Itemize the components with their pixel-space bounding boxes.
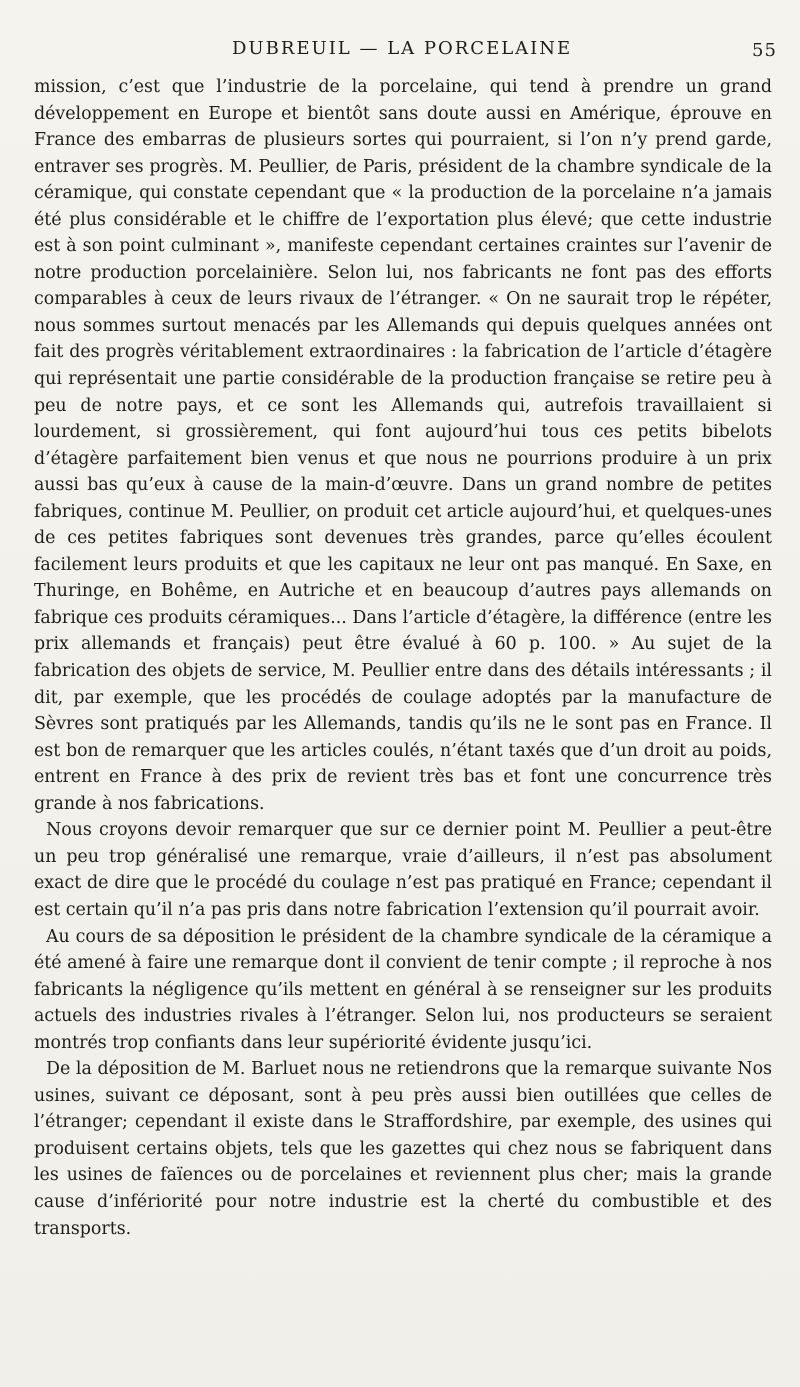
paragraph-1: mission, c’est que l’industrie de la porcelaine, qui tend à prendre un grand développement en Europe et bientôt sans doute aussi en Amérique, éprouve en France des embarras de plusieurs sortes qui pourraient, si l’on n’y prend garde, entraver ses progrès. M. Peullier, de Paris, président de la chambre syndicale de la céramique, qui constate cependant que « la production de la porcelaine n’a jamais été plus considérable et le chiffre de l’exportation plus élevé; que cette industrie est à son point culminant », manifeste cependant certaines craintes sur l’avenir de notre production porcelainière. Selon lui, nos fabricants ne font pas des efforts comparables à ceux de leurs rivaux de l’étranger. « On ne saurait trop le répéter, nous sommes surtout menacés par les Allemands qui depuis quelques années ont fait des progrès véritablement extraordinaires : la fabrication de l’article d’étagère qui représentait une partie considérable de la production française se retire peu à peu de notre pays, et ce sont les Allemands qui, autrefois travaillaient si lourdement, si grossièrement, qui font aujourd’hui tous ces petits bibelots d’étagère parfaitement bien venus et que nous ne pourrions produire à un prix aussi bas qu’eux à cause de la main-d’œuvre. Dans un grand nombre de petites fabriques, continue M. Peullier, on produit cet article aujourd’hui, et quelques-unes de ces petites fabriques sont devenues très grandes, parce qu’elles écoulent facilement leurs produits et que les capitaux ne leur ont pas manqué. En Saxe, en Thuringe, en Bohême, en Autriche et en beaucoup d’autres pays allemands on fabrique ces produits céramiques... Dans l’article d’étagère, la différence (entre les prix allemands et français) peut être évalué à 60 p. 100. » Au sujet de la fabrication des objets de service, M. Peullier entre dans des détails intéressants ; il dit, par exemple, que les procédés de coulage adoptés par la manufacture de Sèvres sont pratiqués par les Allemands, tandis qu’ils ne le sont pas en France. Il est bon de remarquer que les articles coulés, n’étant taxés que d’un droit au poids, entrent en France à des prix de revient très bas et font une concurrence très grande à nos fabrications. xyxy=(34,77,772,814)
running-head xyxy=(0,38,800,68)
paragraph-4: De la déposition de M. Barluet nous ne retiendrons que la remarque suivante Nos usines, suivant ce déposant, sont à peu près aussi bien outillées que celles de l’étranger; cependant il existe dans le Straffordshire, par exemple, des usines qui produisent certains objets, tels que les gazettes qui chez nous se fabriquent dans les usines de faïences ou de porcelaines et reviennent plus cher; mais la grande cause d’infériorité pour notre industrie est la cherté du combustible et des transports. xyxy=(34,1059,772,1239)
running-title: DUBREUIL — LA PORCELAINE xyxy=(232,38,573,59)
page-number: 55 xyxy=(752,40,777,61)
paragraph-3: Au cours de sa déposition le président de la chambre syndicale de la céramique a été amené à faire une remarque dont il convient de tenir compte ; il reproche à nos fabricants la négligence qu’ils mettent en général à se renseigner sur les produits actuels des industries rivales à l’étranger. Selon lui, nos producteurs se seraient montrés trop confiants dans leur supériorité évidente jusqu’ici. xyxy=(34,926,772,1053)
paragraph-2: Nous croyons devoir remarquer que sur ce dernier point M. Peullier a peut-être un peu trop généralisé une remarque, vraie d’ailleurs, il n’est pas absolument exact de dire que le procédé du coulage n’est pas pratiqué en France; cependant il est certain qu’il n’a pas pris dans notre fabrication l’extension qu’il pourrait avoir. xyxy=(34,820,772,920)
body-text xyxy=(34,74,772,1242)
